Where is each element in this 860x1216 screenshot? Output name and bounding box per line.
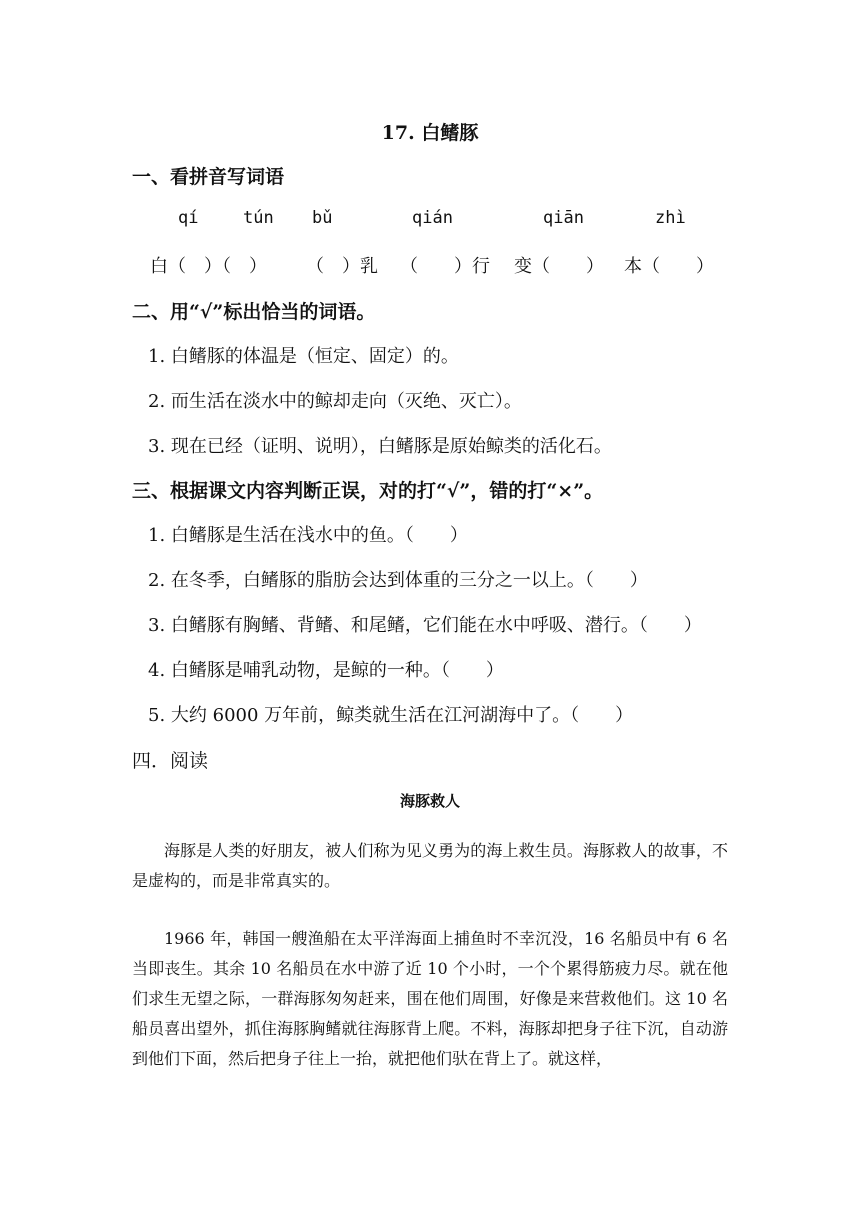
pinyin-3: bǔ	[312, 208, 333, 228]
paragraph-2-text: 1966 年，韩国一艘渔船在太平洋海面上捕鱼时不幸沉没，16 名船员中有 6 名当即丧生。其余 10 名船员在水中游了近 10 个小时，一个个累得筋疲力尽。就在他们求生无望之际，一群海豚匆匆赶来，围在他们周围，好像是来营救他们。这 10 名船员喜出望外，抓住海豚胸鳍就往海豚背上爬。不料，海豚却把身子往下沉，自动游到他们下面，然后把身子往上一抬，就把他们驮在背上了。就这样，	[132, 929, 728, 1068]
section2-item-1: 1. 白鳍豚的体温是（恒定、固定）的。	[148, 346, 459, 367]
section3-item-2: 2. 在冬季，白鳍豚的脂肪会达到体重的三分之一以上。（ ）	[148, 570, 648, 591]
section3-heading: 三、根据课文内容判断正误，对的打“√”，错的打“×”。	[132, 480, 604, 502]
section4-heading: 四．阅读	[132, 750, 209, 772]
passage-title: 海豚救人	[399, 792, 460, 810]
section2-heading: 二、用“√”标出恰当的词语。	[132, 301, 376, 323]
passage-paragraph-2	[132, 924, 728, 1074]
page-title: 17. 白鳍豚	[381, 122, 479, 144]
section3-item-1: 1. 白鳍豚是生活在浅水中的鱼。（ ）	[148, 525, 468, 546]
section3-item-4: 4. 白鳍豚是哺乳动物，是鲸的一种。（ ）	[148, 660, 504, 681]
pinyin-2: tún	[243, 208, 274, 228]
pinyin-5: qiān	[543, 208, 584, 228]
blank-word-4[interactable]: 变（ ）	[514, 256, 604, 277]
passage-paragraph-1	[132, 836, 728, 896]
section2-item-3: 3. 现在已经（证明、说明），白鳍豚是原始鲸类的活化石。	[148, 436, 612, 457]
blank-word-5[interactable]: 本（ ）	[624, 256, 714, 277]
pinyin-4: qián	[412, 208, 453, 228]
paragraph-1-text: 海豚是人类的好朋友，被人们称为见义勇为的海上救生员。海豚救人的故事，不是虚构的，而是非常真实的。	[132, 841, 728, 890]
section3-item-3: 3. 白鳍豚有胸鳍、背鳍、和尾鳍，它们能在水中呼吸、潜行。（ ）	[148, 615, 702, 636]
section1-heading: 一、看拼音写词语	[132, 166, 285, 188]
blank-word-3[interactable]: （ ）行	[400, 256, 490, 277]
section2-item-2: 2. 而生活在淡水中的鲸却走向（灭绝、灭亡）。	[148, 391, 522, 412]
pinyin-1: qí	[178, 208, 199, 228]
blank-word-1[interactable]: 白（ ）（ ）	[150, 256, 267, 277]
pinyin-6: zhì	[655, 208, 686, 228]
section3-item-5: 5. 大约 6000 万年前，鲸类就生活在江河湖海中了。（ ）	[148, 705, 634, 726]
blank-word-2[interactable]: （ ）乳	[306, 256, 378, 277]
